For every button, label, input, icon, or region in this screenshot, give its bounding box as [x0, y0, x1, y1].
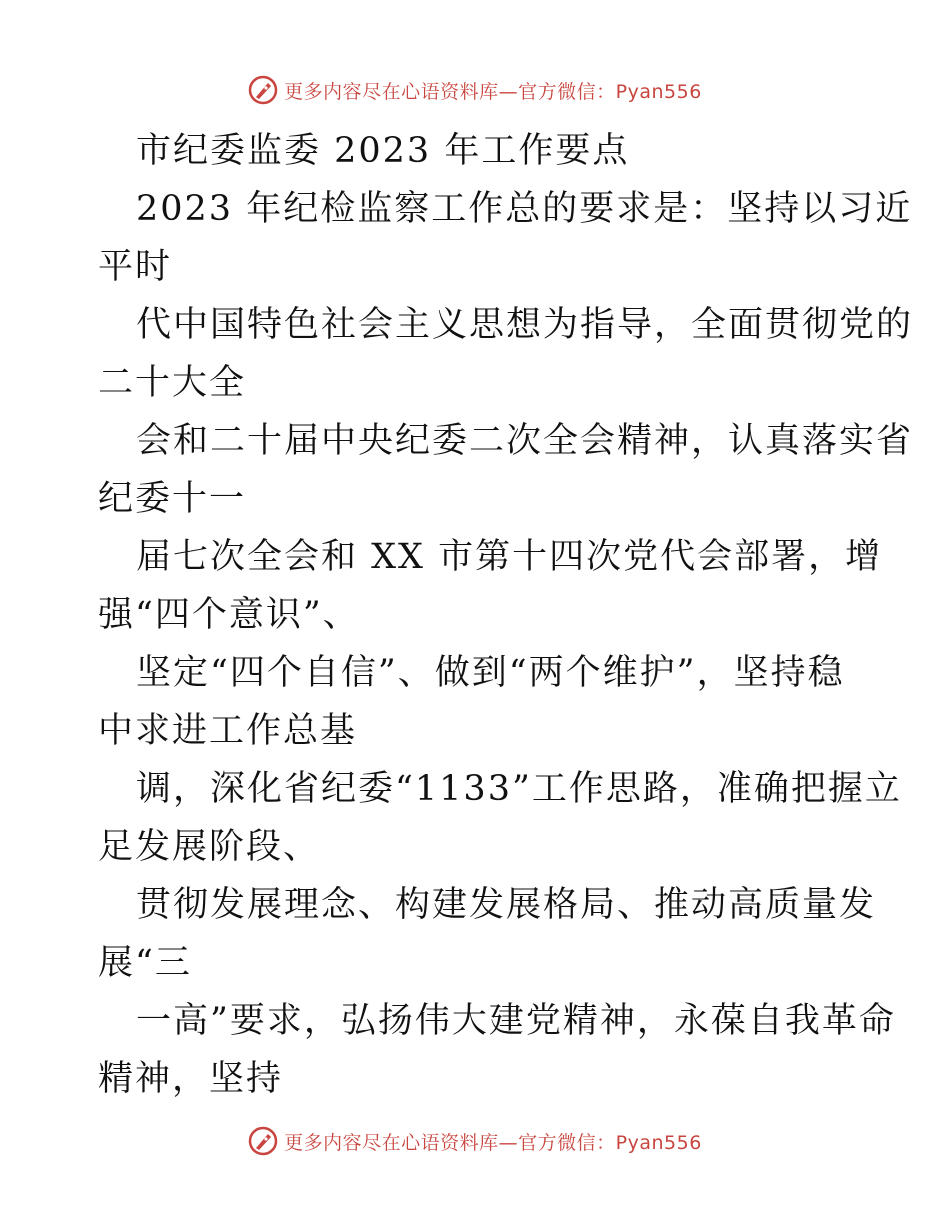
- watermark-text: 更多内容尽在心语资料库—官方微信：Pyan556: [284, 80, 702, 103]
- paragraph-line: 平时: [98, 247, 173, 287]
- paragraph-line: 贯彻发展理念、构建发展格局、推动高质量发: [136, 885, 877, 925]
- paragraph-line: 强“四个意识”、: [98, 595, 360, 635]
- watermark-banner-bottom: [0, 1121, 950, 1161]
- paragraph-line: 坚定“四个自信”、做到“两个维护”，坚持稳: [136, 653, 845, 693]
- paragraph-line: 纪委十一: [98, 479, 247, 519]
- paragraph-line: 调，深化省纪委“1133”工作思路，准确把握立: [136, 769, 902, 809]
- paragraph-line: 二十大全: [98, 363, 247, 403]
- pen-nib-logo-icon: [248, 1126, 278, 1156]
- watermark-banner-top: [0, 70, 950, 110]
- paragraph-line: 精神，坚持: [98, 1059, 284, 1099]
- paragraph-line: 一高”要求，弘扬伟大建党精神，永葆自我革命: [136, 1001, 896, 1041]
- watermark-text: 更多内容尽在心语资料库—官方微信：Pyan556: [284, 1131, 702, 1154]
- paragraph-line: 足发展阶段、: [98, 827, 321, 867]
- paragraph-line: 会和二十届中央纪委二次全会精神，认真落实省: [136, 421, 914, 461]
- paragraph-line: 展“三: [98, 943, 192, 983]
- paragraph-line: 届七次全会和 XX 市第十四次党代会部署，增: [136, 537, 883, 577]
- document-title: 市纪委监委 2023 年工作要点: [136, 131, 630, 171]
- paragraph-line: 2023 年纪检监察工作总的要求是：坚持以习近: [136, 189, 913, 229]
- pen-nib-logo-icon: [248, 75, 278, 105]
- document-body: [98, 122, 914, 1108]
- paragraph-line: 中求进工作总基: [98, 711, 358, 751]
- paragraph-line: 代中国特色社会主义思想为指导，全面贯彻党的: [136, 305, 914, 345]
